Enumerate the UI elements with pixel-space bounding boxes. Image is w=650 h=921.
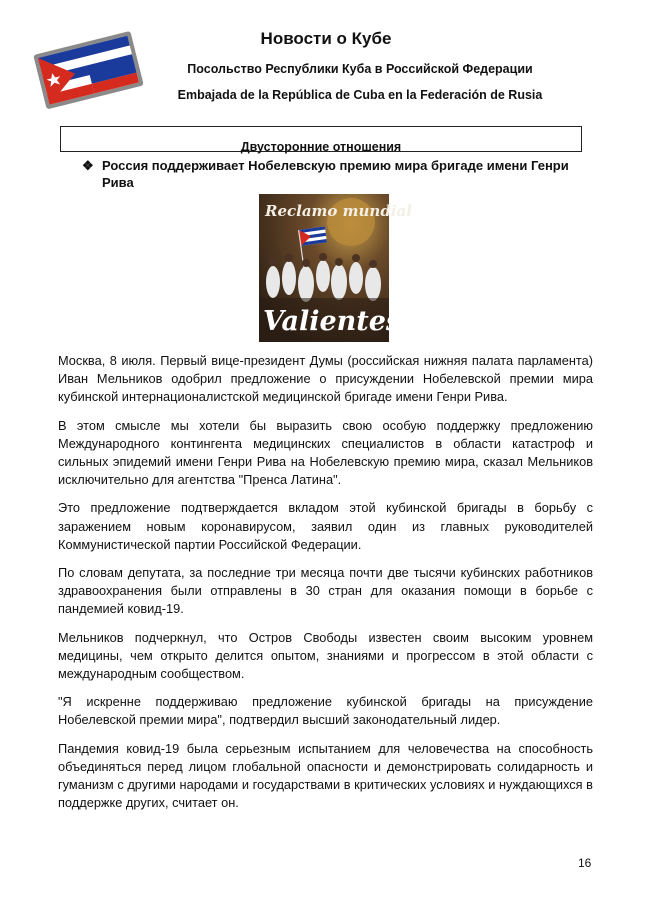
paragraph: По словам депутата, за последние три месяца почти две тысячи кубинских работников здравоохранения были отправлены в 30 стран для оказания помощи в борьбе с пандемией ковид-19. xyxy=(58,565,593,617)
section-header-box xyxy=(60,126,582,152)
photo-caption-top: Reclamo mundial xyxy=(265,202,412,220)
section-title: Двусторонние отношения xyxy=(240,140,402,154)
paragraph: Пандемия ковид-19 была серьезным испытанием для человечества на способность объединяться перед лицом глобальной опасности и демонстрировать солидарность и гуманизм с другими народами и государствами в критических условиях и нуждающихся в поддержке других, считает он. xyxy=(58,740,593,811)
embassy-name-es: Embajada de la República de Cuba en la Federación de Rusia xyxy=(177,88,543,102)
article-headline xyxy=(84,157,589,191)
photo-caption-bottom: Valientes xyxy=(263,306,402,337)
article-photo xyxy=(259,194,412,342)
paragraph: Москва, 8 июля. Первый вице-президент Думы (российская нижняя палата парламента) Иван Мельников одобрил предложение о присуждении Нобелевской премии мира кубинской интернационалистской медицинской бригаде имени Генри Рива. xyxy=(58,353,593,405)
page-title: Новости о Кубе xyxy=(260,29,392,48)
headline-text: Россия поддерживает Нобелевскую премию мира бригаде имени Генри Рива xyxy=(102,158,569,190)
article-body xyxy=(58,352,593,822)
paragraph: "Я искренне поддерживаю предложение кубинской бригады на присуждение Нобелевской премии мира", подтвердил высший законодательный лидер. xyxy=(58,694,593,728)
paragraph: Мельников подчеркнул, что Остров Свободы известен своим высоким уровнем медицины, чем открыто делится опытом, знаниями и прогрессом в этой области с международным сообществом. xyxy=(58,629,593,682)
diamond-bullet-icon: ❖ xyxy=(82,158,94,173)
page-number: 16 xyxy=(578,856,592,870)
embassy-name-ru: Посольство Республики Куба в Российской Федерации xyxy=(187,62,533,76)
paragraph: Это предложение подтверждается вкладом этой кубинской бригады в борьбу с заражением новым коронавирусом, заявил один из главных руководителей Коммунистической партии Российской Федерации. xyxy=(58,500,593,552)
paragraph: В этом смысле мы хотели бы выразить свою особую поддержку предложению Международного контингента медицинских специалистов в области катастроф и сильных эпидемий имени Генри Рива на Нобелевскую премию мира, сказал Мельников исключительно для агентства "Пренса Латина". xyxy=(58,417,593,488)
cuba-russia-flag-icon xyxy=(30,22,148,114)
